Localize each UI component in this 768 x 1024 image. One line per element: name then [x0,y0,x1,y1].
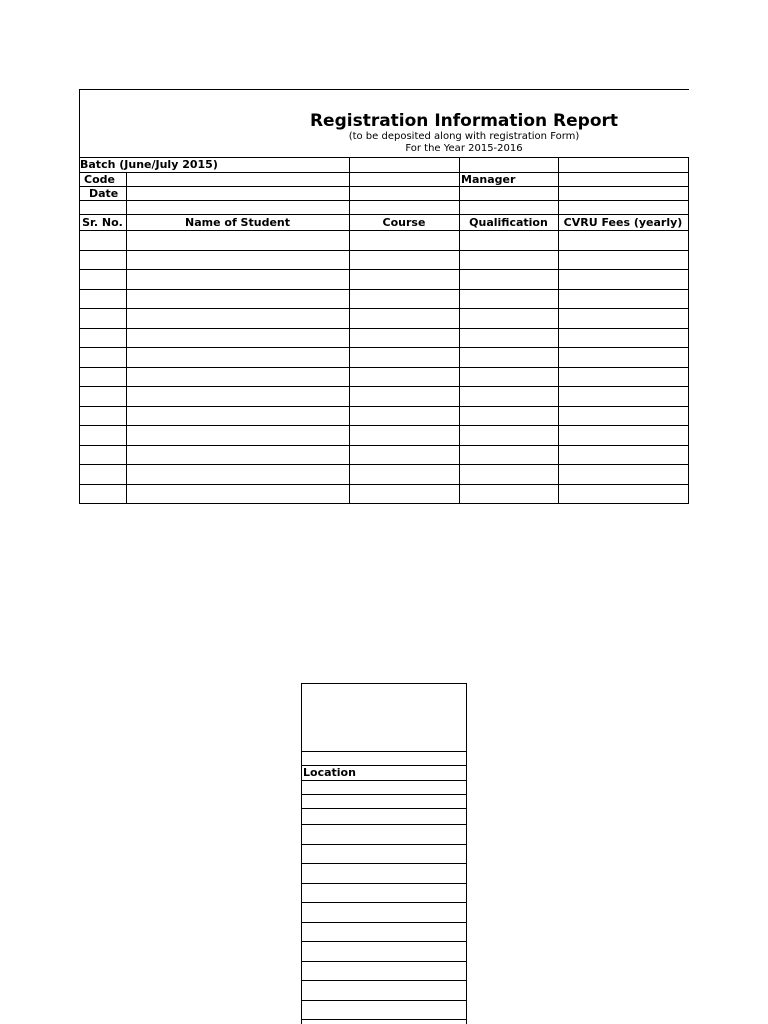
report-subtitle: (to be deposited along with registration Form) [348,131,580,142]
grid-line [301,824,466,825]
table-row-line [79,367,689,368]
grid-line [79,186,689,187]
column-divider [349,157,350,503]
table-row-line [79,328,689,329]
frame-top-border [79,89,689,90]
grid-line [301,751,466,752]
grid-line [79,214,689,215]
column-header-name: Name of Student [185,216,290,229]
table-row-line [79,250,689,251]
manager-label: Manager [461,173,516,186]
table-row-line [301,1000,466,1001]
table-row-line [79,464,689,465]
grid-line [79,230,689,231]
table-row-line [79,406,689,407]
table-row-line [79,289,689,290]
table-row-line [79,445,689,446]
table-row-line [301,844,466,845]
table-row-line [79,484,689,485]
table-row-line [79,308,689,309]
grid-line [79,172,689,173]
column-divider [459,157,460,503]
frame-top-border [301,683,466,684]
table-row-line [301,941,466,942]
table-row-line [79,269,689,270]
table-row-line [79,425,689,426]
location-sheet [0,600,768,1024]
table-row-line [301,1019,466,1020]
grid-line [301,780,466,781]
frame-left-border [301,683,302,1024]
grid-line [301,808,466,809]
table-row-line [301,961,466,962]
frame-right-border [466,683,467,1024]
column-header-qualification: Qualification [469,216,548,229]
frame-left-border [79,89,80,503]
column-header-fees: CVRU Fees (yearly) [563,216,683,229]
date-label: Date [89,187,119,200]
column-header-course: Course [382,216,426,229]
grid-line [301,794,466,795]
table-row-line [301,902,466,903]
table-row-line [301,922,466,923]
grid-line [79,200,689,201]
report-title: Registration Information Report [309,111,619,131]
table-row-line [79,386,689,387]
table-row-line [301,883,466,884]
table-row-line [301,863,466,864]
table-bottom-border [79,503,689,504]
column-divider [558,157,559,503]
report-year-line: For the Year 2015-2016 [405,143,523,154]
location-label: Location [303,766,356,779]
table-row-line [79,347,689,348]
column-divider [688,157,689,503]
batch-label: Batch (June/July 2015) [80,158,218,171]
column-header-sr-no: Sr. No. [82,216,123,229]
code-label: Code [84,173,115,186]
table-row-line [301,980,466,981]
